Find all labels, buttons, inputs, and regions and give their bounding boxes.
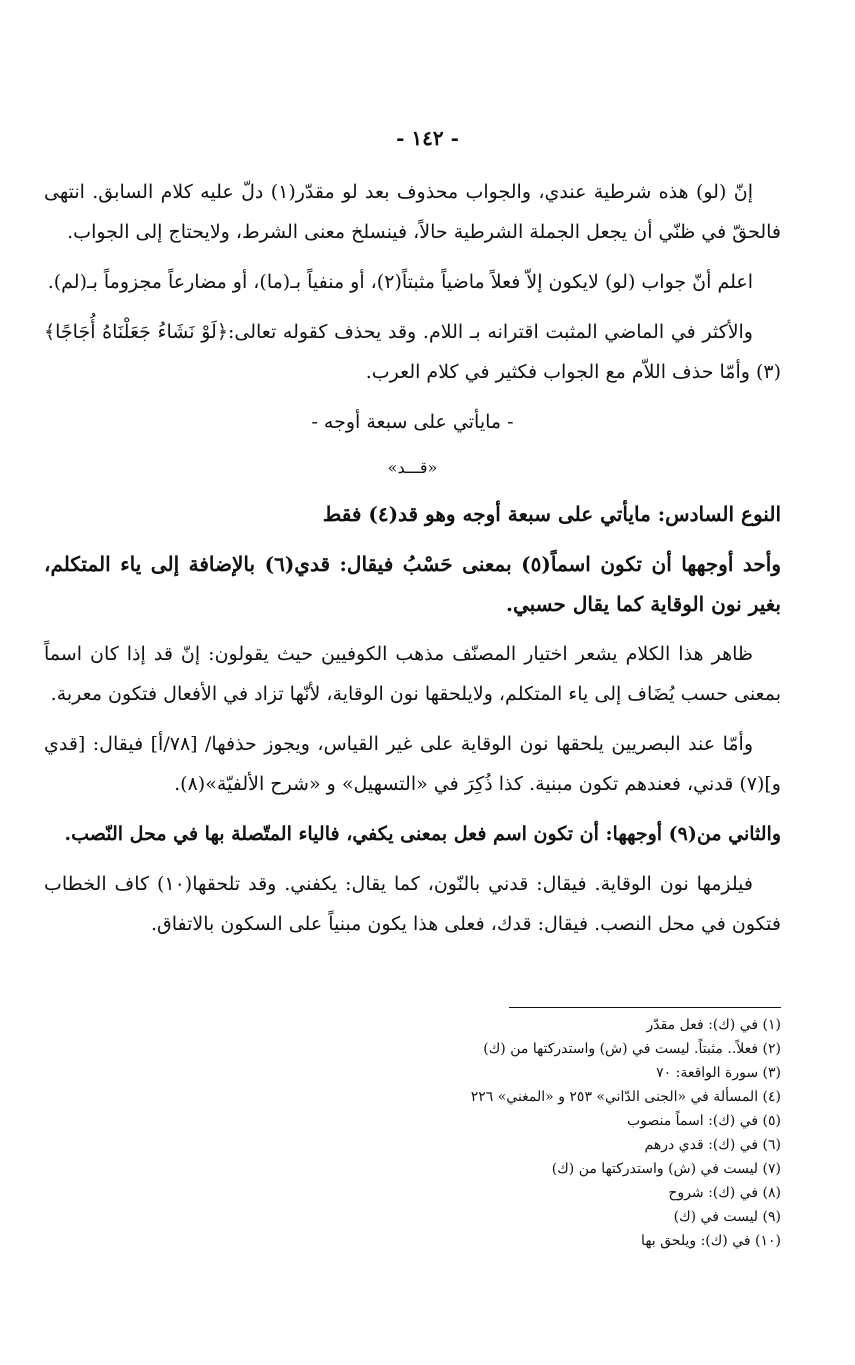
paragraph-1: إنّ (لو) هذه شرطية عندي، والجواب محذوف بعد لو مقدّر(١) دلّ عليه كلام السابق. انتهى فالحقّ في ظنّي أن يجعل الجملة الشرطية حالاً، فينسلخ معنى الشرط، ولايحتاج إلى الجواب.	[44, 181, 781, 243]
bold-heading: النوع السادس: مايأتي على سبعة أوجه وهو قد(٤) فقط	[322, 502, 781, 526]
section-subtitle: - مايأتي على سبعة أوجه -	[311, 411, 514, 433]
paragraph-4: ظاهر هذا الكلام يشعر اختيار المصنّف مذهب الكوفيين حيث يقولون: إنّ قد إذا كان اسماً بمعنى حسب يُضَاف إلى ياء المتكلم، ولايلحقها نون الوقاية، لأنّها تزاد في الأفعال فتكون معربة.	[44, 643, 781, 705]
paragraph-2: اعلم أنّ جواب (لو) لايكون إلاّ فعلاً ماضياً مثبتاً(٢)، أو منفياً بـ(ما)، أو مضارعاً مجزوماً بـ(لم).	[47, 271, 753, 293]
footnote-item: (٤) المسألة في «الجنى الدّاني» ٢٥٣ و «المغني» ٢٢٦	[470, 1089, 781, 1105]
footnote-item: (١) في (ك): فعل مقدّر	[646, 1017, 781, 1033]
footnote-divider	[509, 1007, 781, 1008]
paragraph-3: والأكثر في الماضي المثبت اقترانه بـ اللام. وقد يحذف كقوله تعالى:﴿لَوْ نَشَاءُ جَعَلْنَاهُ أُجَاجًا﴾(٣) وأمّا حذف اللاّم مع الجواب فكثير في كلام العرب.	[44, 321, 781, 383]
footnote-item: (٦) في (ك): قدي درهم	[644, 1137, 781, 1153]
body-text	[44, 172, 781, 954]
bold-paragraph: وأحد أوجهها أن تكون اسماً(٥) بمعنى حَسْبُ فيقال: قدي(٦) بالإضافة إلى ياء المتكلم، بغير نون الوقاية كما يقال حسبي.	[44, 552, 781, 616]
page-number: - ١٤٢ -	[396, 126, 459, 150]
footnote-item: (١٠) في (ك): ويلحق بها	[641, 1233, 781, 1249]
footnotes-list	[321, 1013, 781, 1253]
footnote-item: (٧) ليست في (ش) واستدركتها من (ك)	[551, 1161, 781, 1177]
section-heading: «قـــد»	[387, 458, 438, 477]
paragraph-6: والثاني من(٩) أوجهها: أن تكون اسم فعل بمعنى يكفي، فالياء المتّصلة بها في محل النّصب.	[64, 823, 781, 845]
paragraph-7: فيلزمها نون الوقاية. فيقال: قدني بالنّون، كما يقال: يكفني. وقد تلحقها(١٠) كاف الخطاب فتكون في محل النصب. فيقال: قدك، فعلى هذا يكون مبنياً على السكون بالاتفاق.	[44, 873, 781, 935]
footnote-item: (٩) ليست في (ك)	[673, 1209, 781, 1225]
footnote-item: (٣) سورة الواقعة: ٧٠	[656, 1065, 781, 1081]
paragraph-5: وأمّا عند البصريين يلحقها نون الوقاية على غير القياس، ويجوز حذفها/ [٧٨/أ] فيقال: [قدي و](٧) قدني، فعندهم تكون مبنية. كذا ذُكِرَ في «التسهيل» و «شرح الألفيّة»(٨).	[44, 733, 781, 795]
footnote-item: (٥) في (ك): اسماً منصوب	[626, 1113, 781, 1129]
footnote-item: (٨) في (ك): شروح	[668, 1185, 781, 1201]
footnote-item: (٢) فعلاً.. مثبتاً. ليست في (ش) واستدركتها من (ك)	[483, 1041, 781, 1057]
